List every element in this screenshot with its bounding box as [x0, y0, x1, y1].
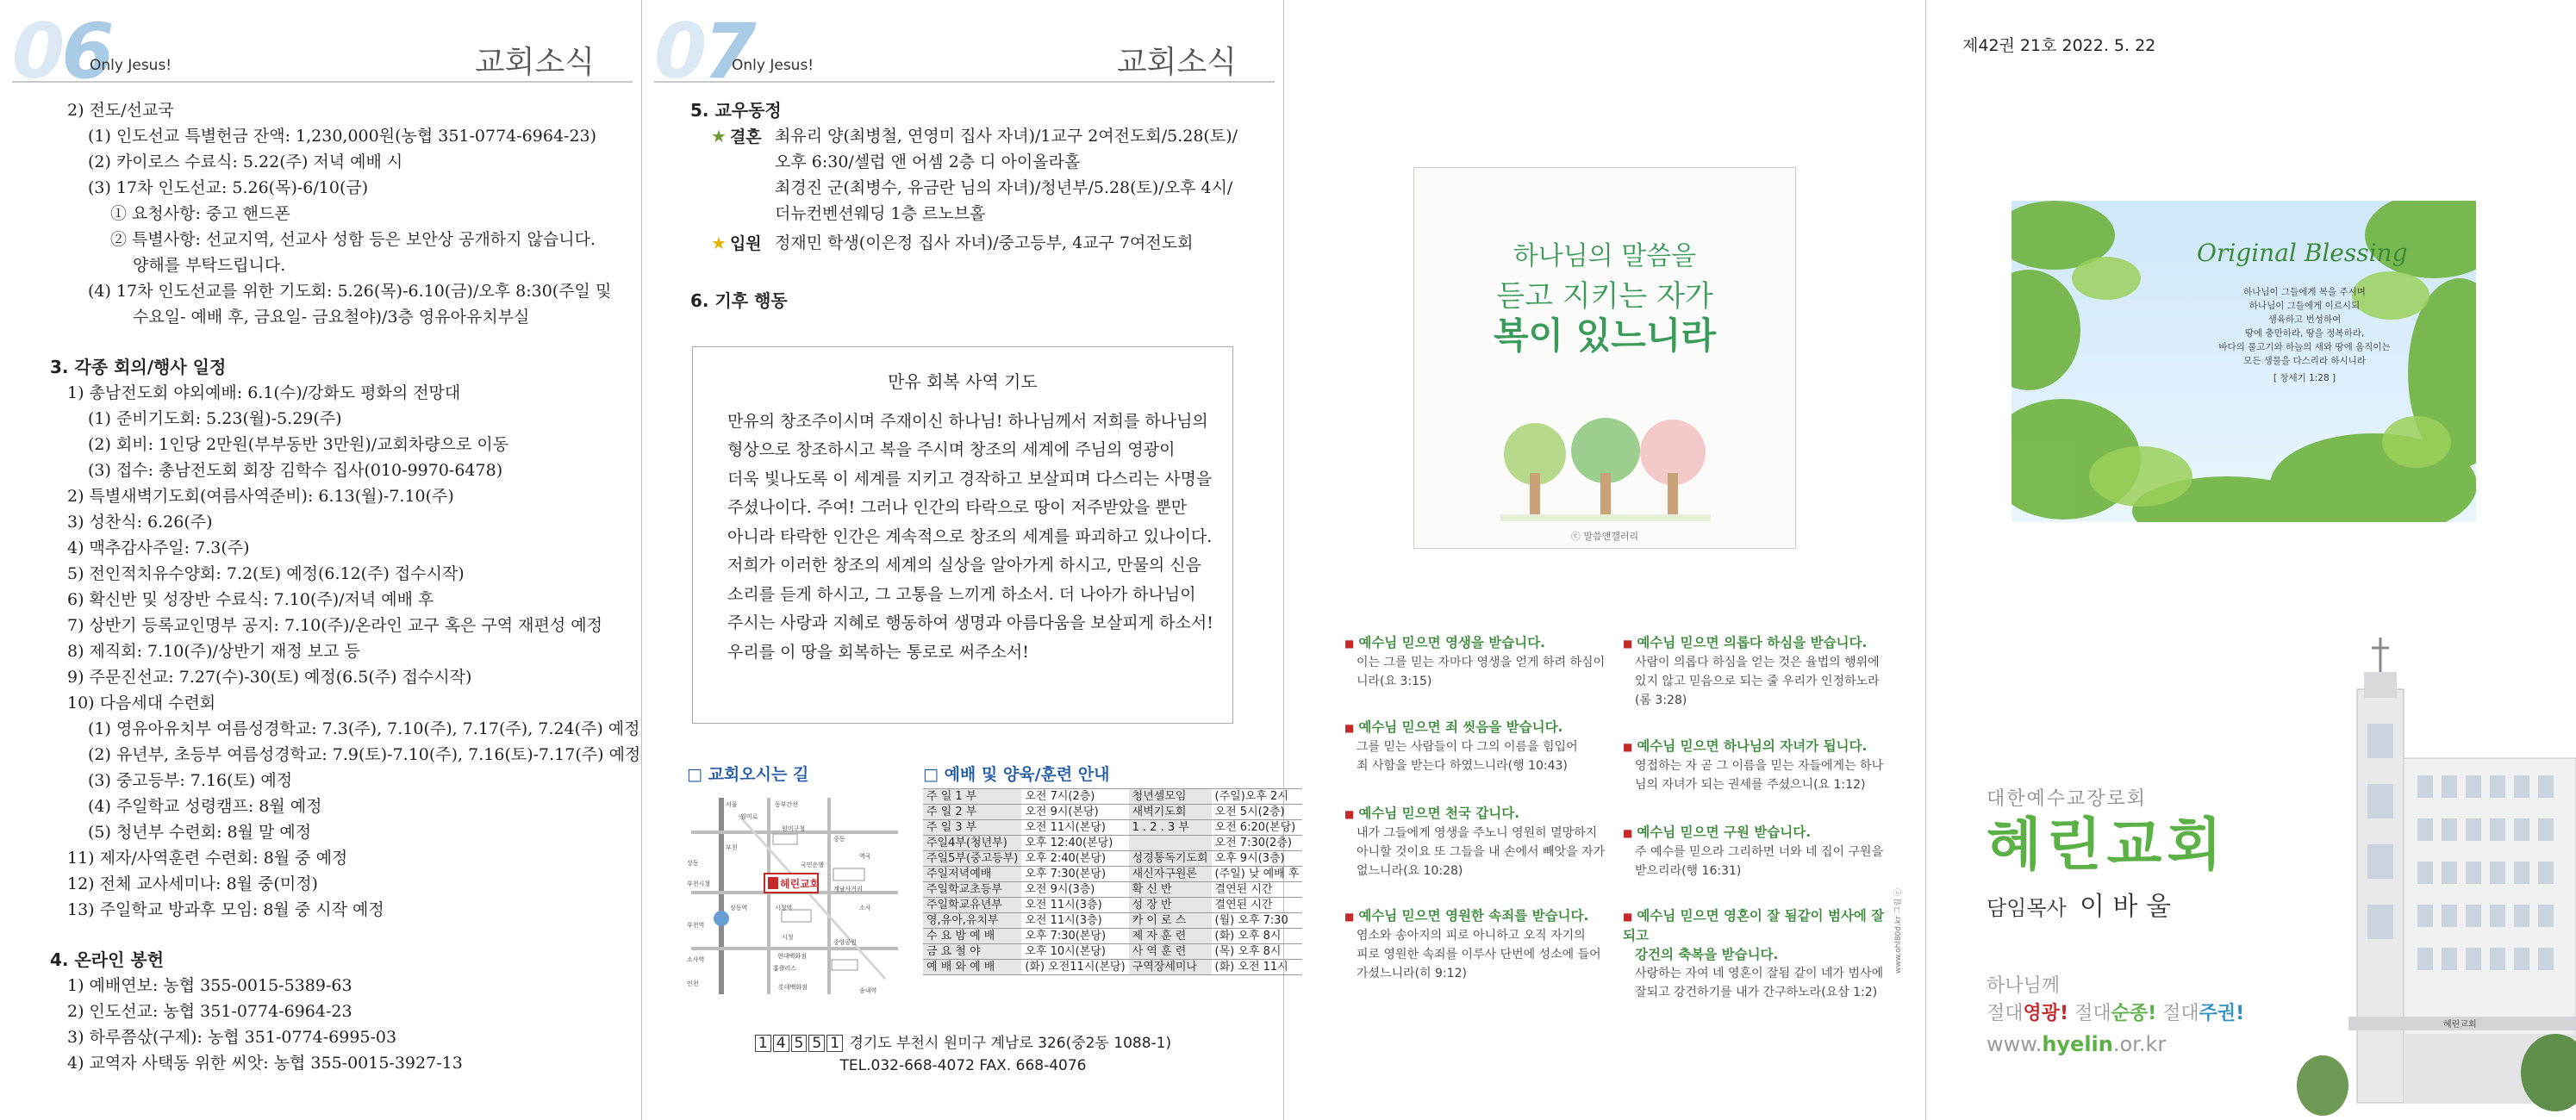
website-url[interactable]: www.hyelin.or.kr: [1987, 1032, 2167, 1056]
svg-text:국민은행: 국민은행: [801, 862, 825, 868]
svg-text:소사역: 소사역: [687, 956, 705, 963]
schedule-cell: (화) 오전 11시: [1212, 960, 1303, 975]
schedule-cell: 수 요 밤 예 배: [923, 929, 1021, 944]
church-building-image: [2297, 638, 2576, 1120]
verse-text: 아니할 것이요 또 그들을 내 손에서 빼앗을 자가: [1357, 845, 1606, 859]
svg-text:상동: 상동: [687, 860, 699, 867]
svg-text:역곡: 역곡: [859, 853, 871, 860]
verse-text: 죄 사함을 받는다 하였느니라(행 10:43): [1357, 759, 1568, 773]
schedule-cell: 오전 9시(본당): [1021, 805, 1128, 820]
verse-text: 님의 자녀가 되는 권세를 주셨으니(요 1:12): [1635, 778, 1866, 792]
schedule-table: [923, 788, 1302, 975]
photo-verse-line: 바다의 물고기와 하늘의 새와 땅에 움직이는: [2218, 342, 2391, 352]
verse-block: [1623, 633, 1890, 710]
photo-verse-line: 땅에 충만하라, 땅을 정복하라,: [2244, 328, 2365, 339]
schedule-cell: 예 배 와 예 배: [923, 960, 1021, 975]
map-heading: □ 교회오시는 길: [687, 765, 809, 784]
svg-text:시청: 시청: [782, 934, 794, 941]
phone-line: TEL.032-668-4072 FAX. 668-4076: [839, 1057, 1087, 1074]
schedule-cell: 청년셀모임: [1129, 789, 1212, 805]
svg-text:원미구청: 원미구청: [782, 825, 806, 832]
schedule-cell: (월) 오후 7:30: [1212, 913, 1303, 929]
news-item: (1) 영유아유치부 여름성경학교: 7.3(주), 7.10(주), 7.17(주), 7.24(주) 예정: [88, 719, 640, 738]
news-item: 4) 교역자 사택동 위한 씨앗: 농협 355-0015-3927-13: [67, 1054, 463, 1073]
prayer-line: 만유의 창조주이시며 주재이신 하나님! 하나님께서 저희를 하나님의: [727, 411, 1208, 431]
cover-photo: [2012, 201, 2476, 522]
svg-text:원미로: 원미로: [740, 813, 758, 820]
scripture-illustration: 하나님의 말씀을 듣고 지키는 자가 복이 있느니라 ⓒ 말씀앤갤러리: [1413, 167, 1796, 549]
prayer-line: 아니라 타락한 인간은 계속적으로 창조의 세계를 파괴하고 있나이다.: [727, 526, 1213, 546]
svg-text:부천시청: 부천시청: [687, 880, 711, 887]
prayer-text: [727, 408, 1213, 668]
issue-info: 제42권 21호 2022. 5. 22: [1962, 36, 2156, 55]
verse-text: 주 예수를 믿으라 그리하면 너와 네 집이 구원을: [1635, 845, 1884, 859]
schedule-cell: 오후 2:40(본당): [1021, 851, 1128, 867]
news-item: 3) 성찬식: 6.26(주): [67, 513, 213, 532]
header-subtitle: Only Jesus!: [732, 57, 814, 74]
verse-text: 니라(요 3:15): [1357, 675, 1432, 688]
verse-page: [1284, 0, 1926, 1120]
news-item: 수요일- 예배 후, 금요일- 금요철야)/3층 영유아유치부실: [133, 308, 530, 327]
prayer-line: 소리를 듣게 하시고, 그 고통을 느끼게 하소서. 더 나아가 하나님이: [727, 584, 1196, 604]
church-address: 1 4 5 5 1 경기도 부천시 원미구 계남로 326(중2동 1088-1) TEL.032-668-4072 FAX. 668-4076: [642, 1032, 1284, 1077]
news-item: 2) 인도선교: 농협 351-0774-6964-23: [67, 1002, 352, 1021]
schedule-cell: 오전 7:30(2층): [1212, 836, 1303, 851]
page-07: [642, 0, 1300, 1120]
page-06: [0, 0, 642, 1120]
schedule-row: [923, 789, 1302, 805]
schedule-cell: 오후 10시(본당): [1021, 944, 1128, 960]
schedule-cell: 사 역 훈 련: [1129, 944, 1212, 960]
pastor-label: 담임목사: [1987, 896, 2067, 920]
schedule-row: [923, 898, 1302, 913]
schedule-cell: 오후 7:30(본당): [1021, 929, 1128, 944]
news-item: (2) 카이로스 수료식: 5.22(주) 저녁 예배 시: [88, 152, 403, 171]
verse-title: ■ 예수님 믿으면 하나님의 자녀가 됩니다.: [1623, 737, 1890, 756]
schedule-cell: 오전 11시(본당): [1021, 820, 1128, 836]
news-item: 11) 제자/사역훈련 수련회: 8월 중 예정: [67, 849, 348, 868]
svg-text:서울: 서울: [726, 801, 738, 808]
news-item: 1) 총남전도회 야외예배: 6.1(수)/강화도 평화의 전망대: [67, 383, 461, 402]
schedule-cell: 1 . 2 . 3 부: [1129, 820, 1212, 836]
schedule-cell: 오후 12:40(본당): [1021, 836, 1128, 851]
verse-text: 영접하는 자 곧 그 이름을 믿는 자들에게는 하나: [1635, 759, 1884, 773]
schedule-cell: 오전 5시(2층): [1212, 805, 1303, 820]
slogan: 하나님께 절대영광! 절대순종! 절대주권! www.hyelin.or.kr: [1987, 974, 2244, 1060]
schedule-cell: 오전 11시(3층): [1021, 913, 1128, 929]
section-heading: 4. 온라인 봉헌: [50, 949, 165, 970]
prayer-line: 주셨나이다. 주여! 그러나 인간의 타락으로 땅이 저주받았을 뿐만: [727, 498, 1188, 517]
church-map: [687, 789, 902, 1003]
news-item: (3) 중고등부: 7.16(토) 예정: [88, 771, 293, 790]
verse-title: ■ 예수님 믿으면 죄 씻음을 받습니다.: [1344, 718, 1612, 737]
header-title: 교회소식: [474, 45, 595, 80]
schedule-cell: 제 자 훈 련: [1129, 929, 1212, 944]
svg-text:부천역: 부천역: [687, 922, 705, 929]
schedule-cell: 구역장세미나: [1129, 960, 1212, 975]
svg-text:헤린교회: 헤린교회: [780, 878, 820, 890]
news-item: 2) 특별새벽기도회(여름사역준비): 6.13(월)-7.10(주): [67, 487, 454, 506]
verse-text: (롬 3:28): [1635, 694, 1687, 707]
address-line: 경기도 부천시 원미구 계남로 326(중2동 1088-1): [849, 1035, 1172, 1052]
news-item: 4) 맥추감사주일: 7.3(주): [67, 538, 250, 557]
news-item: (4) 17차 인도선교를 위한 기도회: 5.26(목)-6.10(금)/오후 8:30(주일 및: [88, 282, 612, 301]
news-item: 10) 다음세대 수련회: [67, 694, 216, 712]
svg-text:상동역: 상동역: [730, 905, 748, 912]
svg-text:동부간선: 동부간선: [775, 801, 799, 808]
schedule-row: [923, 944, 1302, 960]
cover-page: [1926, 0, 2576, 1120]
news-item: 1) 예배연보: 농협 355-0015-5389-63: [67, 976, 352, 995]
section-heading: 6. 기후 행동: [690, 290, 788, 311]
verse-text: 없느니라(요 10:28): [1357, 864, 1463, 878]
svg-text:계남사거리: 계남사거리: [833, 886, 863, 893]
illustration-credit: ⓒ 말씀앤갤러리: [1570, 531, 1639, 542]
svg-text:롯데백화점: 롯데백화점: [778, 984, 808, 991]
schedule-cell: 성 장 반: [1129, 898, 1212, 913]
schedule-cell: 오후 7:30(본당): [1021, 867, 1128, 882]
news-item: 9) 주문진선교: 7.27(수)-30(토) 예정(6.5(주) 접수시작): [67, 668, 472, 687]
schedule-row: [923, 913, 1302, 929]
verse-block: [1344, 906, 1612, 983]
svg-text:홈플러스: 홈플러스: [773, 965, 797, 972]
header-subtitle: Only Jesus!: [90, 57, 172, 74]
schedule-cell: 오전 7시(2층): [1021, 789, 1128, 805]
star-icon: ★: [711, 233, 727, 253]
photo-title: Original Blessing: [2197, 239, 2408, 267]
wedding-row: ★ 결혼 최유리 양(최병철, 연영미 집사 자녀)/1교구 2여전도회/5.28(토)/ 오후 6:30/셀럽 앤 어셈 2층 디 아이올라홀 최경진 군(최병수, 유금란 님의 자녀)/청년부/5.28(토)/오후 4시/ 더뉴컨벤션웨딩 1층 르노브홀: [711, 126, 1238, 223]
verse-title: ■ 예수님 믿으면 구원 받습니다.: [1623, 823, 1890, 843]
photo-verse-line: [ 창세기 1:28 ]: [2273, 373, 2336, 383]
prayer-box: [692, 346, 1233, 724]
trees-illustration: [1500, 413, 1711, 525]
photo-verse-line: 하나님이 그들에게 이르시되: [2249, 301, 2361, 311]
news-item: (3) 접수: 총남전도회 회장 김학수 집사(010-9970-6478): [88, 461, 503, 480]
photo-verse-line: 모든 생물을 다스리라 하시니라: [2243, 356, 2366, 366]
side-credit: www.ohl80d.kr 그림 ⓒ: [1894, 888, 1903, 974]
verse-block: [1344, 718, 1612, 775]
svg-text:송내역: 송내역: [859, 987, 877, 994]
schedule-cell: (주일) 낮 예배 후: [1212, 867, 1303, 882]
schedule-cell: (목) 오후 8시: [1212, 944, 1303, 960]
page-header: [654, 7, 1275, 96]
news-item: 양해를 부탁드립니다.: [133, 256, 286, 275]
page-number: 07: [654, 7, 753, 96]
schedule-cell: (화) 오후 8시: [1212, 929, 1303, 944]
page-number: 06: [12, 7, 111, 96]
verse-text: 이는 그를 믿는 자마다 영생을 얻게 하려 하심이: [1357, 656, 1606, 669]
schedule-cell: 주일5부(중고등부): [923, 851, 1021, 867]
church-name: 혜린교회: [1987, 812, 2228, 878]
schedule-cell: 주일저녁예배: [923, 867, 1021, 882]
news-item: 2) 전도/선교국: [67, 101, 174, 120]
news-item: 8) 제직회: 7.10(주)/상반기 재정 보고 등: [67, 642, 360, 661]
svg-text:중앙공원: 중앙공원: [833, 939, 858, 946]
schedule-cell: 결연된 시간: [1212, 882, 1303, 898]
news-item: 7) 상반기 등록교인명부 공지: 7.10(주)/온라인 교구 혹은 구역 재편성 예정: [67, 616, 602, 635]
header-title: 교회소식: [1116, 45, 1237, 80]
schedule-row: [923, 867, 1302, 882]
schedule-cell: 주 일 1 부: [923, 789, 1021, 805]
verse-block: [1623, 737, 1890, 794]
verse-text: 가셨느니라(히 9:12): [1357, 967, 1467, 980]
svg-text:시청역: 시청역: [775, 905, 793, 912]
schedule-row: [923, 836, 1302, 851]
schedule-cell: 주일학교초등부: [923, 882, 1021, 898]
prayer-line: 더욱 빛나도록 이 세계를 지키고 경작하고 보살피며 다스리는 사명을: [727, 469, 1213, 488]
schedule-cell: 주 일 3 부: [923, 820, 1021, 836]
news-list: [50, 97, 641, 1076]
schedule-row: [923, 882, 1302, 898]
news-item: ① 요청사항: 중고 핸드폰: [110, 204, 290, 223]
schedule-row: [923, 851, 1302, 867]
news-item: (5) 청년부 수련회: 8월 말 예정: [88, 823, 312, 842]
svg-text:소사: 소사: [859, 905, 871, 912]
verse-text: 있지 않고 믿음으로 되는 줄 우리가 인정하노라: [1635, 675, 1880, 688]
prayer-line: 저희가 이러한 창조의 세계의 실상을 알아가게 하시고, 만물의 신음: [727, 556, 1201, 575]
prayer-line: 형상으로 창조하시고 복을 주시며 창조의 세계에 주님의 영광이: [727, 440, 1176, 459]
member-news: [690, 97, 1268, 314]
page-header: [12, 7, 633, 96]
verse-title: ■ 예수님 믿으면 의롭다 하심을 받습니다.: [1623, 633, 1890, 653]
news-item: (1) 준비기도회: 5.23(월)-5.29(주): [88, 409, 342, 428]
admit-row: ★ 입원 정재민 학생(이은정 집사 자녀)/중고등부, 4교구 7여전도회: [711, 233, 1194, 253]
news-item: (2) 회비: 1인당 2만원(부부동반 3만원)/교회차량으로 이동: [88, 435, 509, 454]
star-icon: ★: [711, 126, 727, 146]
verse-text: 받으리라(행 16:31): [1635, 864, 1742, 878]
schedule-cell: 카 이 로 스: [1129, 913, 1212, 929]
schedule-row: [923, 820, 1302, 836]
verse-title: ■ 예수님 믿으면 영원한 속죄를 받습니다.: [1344, 906, 1612, 926]
section-heading: 5. 교우동정: [690, 100, 782, 121]
news-item: (3) 17차 인도선교: 5.26(목)-6/10(금): [88, 178, 369, 197]
verse-text: 그를 믿는 사람들이 다 그의 이름을 힘입어: [1357, 740, 1578, 754]
news-item: ② 특별사항: 선교지역, 선교사 성함 등은 보안상 공개하지 않습니다.: [110, 230, 596, 249]
prayer-title: 만유 회복 사역 기도: [888, 371, 1038, 392]
schedule-cell: (주일)오후 2시: [1212, 789, 1303, 805]
schedule-cell: 금 요 철 야: [923, 944, 1021, 960]
schedule-row: [923, 929, 1302, 944]
denomination: 대한예수교장로회: [1987, 788, 2148, 810]
svg-text:부천: 부천: [726, 844, 738, 851]
news-item: (2) 유년부, 초등부 여름성경학교: 7.9(토)-7.10(주), 7.16(토)-7.17(주) 예정: [88, 745, 641, 764]
svg-text:현대백화점: 현대백화점: [777, 953, 807, 960]
prayer-line: 우리를 이 땅을 회복하는 통로로 써주소서!: [727, 642, 1029, 662]
news-item: (1) 인도선교 특별헌금 잔액: 1,230,000원(농협 351-0774-6964-23): [88, 127, 597, 146]
prayer-line: 주시는 사랑과 지혜로 행동하여 생명과 아름다움을 보살피게 하소서!: [727, 613, 1213, 632]
schedule-cell: 결연된 시간: [1212, 898, 1303, 913]
schedule-cell: 오전 6:20(본당): [1212, 820, 1303, 836]
verse-block: [1623, 823, 1890, 880]
svg-text:인천: 인천: [687, 980, 699, 987]
svg-text:중동: 중동: [833, 836, 845, 843]
section-heading: 3. 각종 회의/행사 일정: [50, 357, 227, 377]
schedule-cell: 주일학교유년부: [923, 898, 1021, 913]
verse-block: [1623, 906, 1890, 1002]
schedule-cell: 오전 11시(3층): [1021, 898, 1128, 913]
verse-title: ■ 예수님 믿으면 영생을 받습니다.: [1344, 633, 1612, 653]
schedule-cell: 성경통독기도회: [1129, 851, 1212, 867]
verse-title: ■ 예수님 믿으면 천국 갑니다.: [1344, 804, 1612, 824]
schedule-cell: 새벽기도회: [1129, 805, 1212, 820]
verse-title: ■ 예수님 믿으면 영혼이 잘 됨같이 범사에 잘되고: [1623, 906, 1890, 945]
schedule-cell: 새신자구원론: [1129, 867, 1212, 882]
news-item: 5) 전인적치유수양회: 7.2(토) 예정(6.12(주) 접수시작): [67, 564, 465, 583]
schedule-cell: 주일4부(청년부): [923, 836, 1021, 851]
svg-text:혜린교회: 혜린교회: [2443, 1020, 2477, 1030]
schedule-cell: [1129, 836, 1212, 851]
verse-text: 내가 그들에게 영생을 주노니 영원히 멸망하지: [1357, 826, 1598, 840]
news-item: (4) 주일학교 성령캠프: 8월 예정: [88, 797, 322, 816]
news-item: 6) 확신반 및 성장반 수료식: 7.10(주)/저녁 예배 후: [67, 590, 434, 609]
news-item: 12) 전체 교사세미나: 8월 중(미정): [67, 874, 318, 893]
schedule-cell: 오후 9시(3층): [1212, 851, 1303, 867]
verse-block: [1344, 804, 1612, 880]
verse-title: 강건의 축복을 받습니다.: [1635, 947, 1779, 962]
church-identity: [1987, 784, 2227, 923]
verse-text: 사람이 의롭다 하심을 얻는 것은 율법의 행위에: [1635, 656, 1880, 669]
schedule-heading: □ 예배 및 양육/훈련 안내: [923, 765, 1110, 784]
news-item: 3) 하루쯤삯(구제): 농협 351-0774-6995-03: [67, 1028, 397, 1047]
schedule-cell: 영,유아,유치부: [923, 913, 1021, 929]
news-item: 13) 주일학교 방과후 모임: 8월 중 시작 예정: [67, 900, 384, 919]
photo-verse-line: 생육하고 번성하여: [2267, 314, 2342, 325]
schedule-row: [923, 805, 1302, 820]
schedule-cell: 주 일 2 부: [923, 805, 1021, 820]
photo-verse-line: 하나님이 그들에게 복을 주시며: [2243, 287, 2366, 297]
pastor-name: 이 바 울: [2080, 892, 2172, 922]
schedule-cell: 오전 9시(3층): [1021, 882, 1128, 898]
verse-block: [1344, 633, 1612, 691]
schedule-row: [923, 960, 1302, 975]
verse-text: 피로 영원한 속죄를 이루사 단번에 성소에 들어: [1357, 948, 1601, 961]
verse-text: 사랑하는 자여 네 영혼이 잘됨 같이 네가 범사에: [1635, 967, 1884, 980]
verse-text: 잘되고 강건하기를 내가 간구하노라(요삼 1:2): [1635, 986, 1878, 999]
schedule-cell: (화) 오전11시(본당): [1021, 960, 1128, 975]
photo-verse: [2184, 285, 2425, 385]
schedule-cell: 확 신 반: [1129, 882, 1212, 898]
verse-text: 염소와 송아지의 피로 아니하고 오직 자기의: [1357, 929, 1586, 943]
